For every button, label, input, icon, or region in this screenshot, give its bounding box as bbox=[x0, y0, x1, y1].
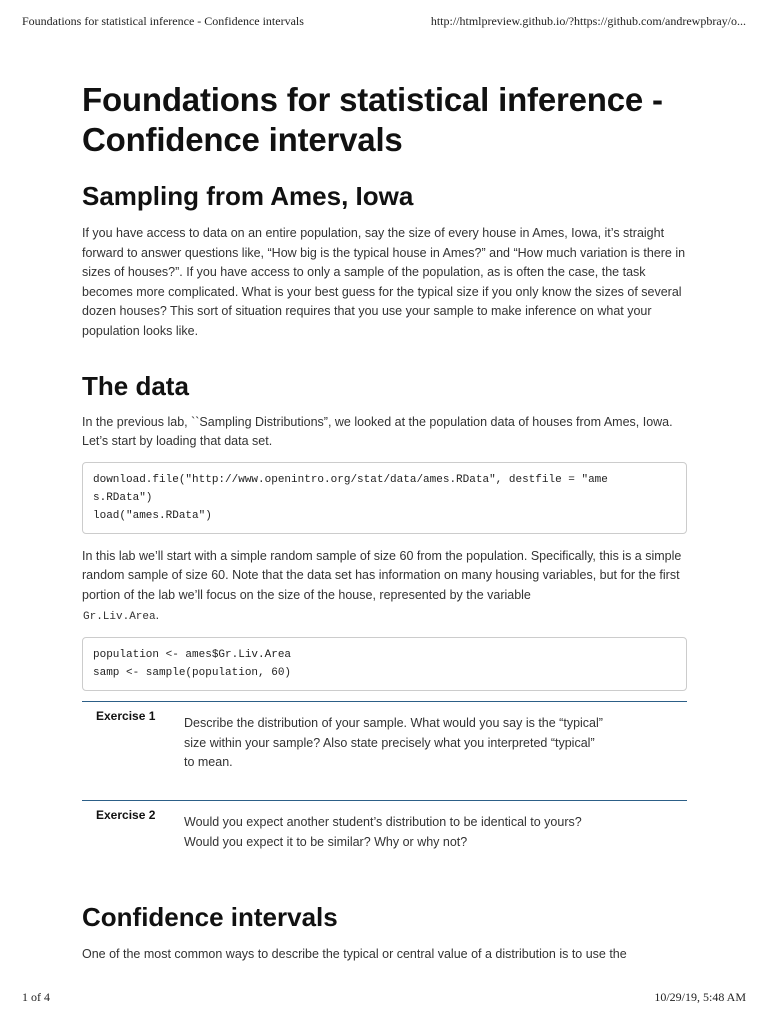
heading-the-data: The data bbox=[82, 370, 189, 401]
paragraph-ames-intro: If you have access to data on an entire population, say the size of every house in Ames, Iowa, it’s straight forward to answer questions like, “How big is the typical house in Ames?” and “How much variation is there in sizes of houses?”. If you have access to only a sample of the population, as is often the case, the task becomes more complicated. What is your best guess for the typical size if you only know the sizes of several dozen houses? This sort of situation requires that you use your sample to make inference on what your population looks like. bbox=[82, 226, 686, 338]
page-number: 1 of 4 bbox=[22, 990, 50, 1004]
print-header bbox=[22, 14, 746, 32]
code-block-sample[interactable]: population <- ames$Gr.Liv.Area samp <- sample(population, 60) bbox=[82, 637, 687, 691]
exercise-text: Would you expect another student’s distribution to be identical to yours? Would you expect it to be similar? Why or why not? bbox=[184, 815, 582, 849]
paragraph-random-sample bbox=[82, 547, 687, 627]
exercise-label: Exercise 2 bbox=[96, 808, 156, 823]
print-header-url: http://htmlpreview.github.io/?https://github.com/andrewpbray/o... bbox=[430, 14, 746, 28]
paragraph-ci-intro: One of the most common ways to describe the typical or central value of a distribution is to use the bbox=[82, 947, 627, 962]
page-title-line1: Foundations for statistical inference - bbox=[82, 81, 663, 118]
document-content bbox=[82, 80, 687, 965]
page-title bbox=[82, 80, 687, 160]
paragraph-random-sample-text: In this lab we’ll start with a simple random sample of size 60 from the population. Specifically, this is a simple random sample of size 60. Note that the data set has information on many housing variables, but for the first portion of the lab we’ll focus on the size of the house, represented by the variable bbox=[82, 548, 682, 602]
exercise-box bbox=[82, 800, 687, 857]
paragraph-previous-lab: In the previous lab, ``Sampling Distributions”, we looked at the population data of houses from Ames, Iowa. Let’s start by loading that data set. bbox=[82, 414, 673, 449]
paragraph-random-sample-end: . bbox=[155, 607, 160, 622]
heading-confidence-intervals: Confidence intervals bbox=[82, 902, 338, 933]
print-header-title: Foundations for statistical inference - Confidence intervals bbox=[22, 14, 304, 28]
exercise-box bbox=[82, 701, 687, 800]
print-footer bbox=[22, 990, 746, 1008]
exercise-label: Exercise 1 bbox=[96, 709, 156, 724]
code-block-load-data[interactable]: download.file("http://www.openintro.org/stat/data/ames.RData", destfile = "ame s.RData") load("ames.RData") bbox=[82, 462, 687, 534]
page-title-line2: Confidence intervals bbox=[82, 121, 403, 158]
inline-code-gr-liv-area: Gr.Liv.Area bbox=[83, 610, 156, 623]
heading-sampling-from-ames: Sampling from Ames, Iowa bbox=[82, 181, 414, 211]
print-datetime: 10/29/19, 5:48 AM bbox=[654, 990, 746, 1004]
exercise-text: Describe the distribution of your sample. What would you say is the “typical” size within your sample? Also state precisely what you interpreted “typical” to mean. bbox=[184, 716, 603, 770]
